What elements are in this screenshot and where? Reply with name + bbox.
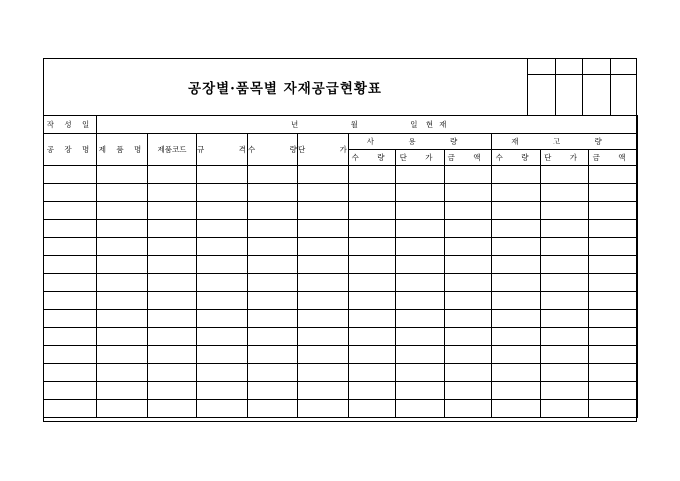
table-cell[interactable]: [148, 256, 197, 274]
table-cell[interactable]: [541, 364, 589, 382]
table-cell[interactable]: [541, 292, 589, 310]
table-cell[interactable]: [97, 202, 148, 220]
date-status: 현재: [425, 120, 453, 129]
table-cell[interactable]: [349, 166, 396, 184]
header-row-1: [44, 134, 638, 150]
approval-cell[interactable]: [527, 58, 555, 75]
table-cell[interactable]: [445, 364, 492, 382]
table-cell[interactable]: [445, 400, 492, 418]
table-cell[interactable]: [445, 310, 492, 328]
table-cell[interactable]: [541, 328, 589, 346]
table-cell[interactable]: [44, 346, 97, 364]
table-cell[interactable]: [44, 274, 97, 292]
table-cell[interactable]: [589, 202, 638, 220]
table-cell[interactable]: [492, 202, 541, 220]
approval-cell[interactable]: [582, 58, 610, 75]
approval-cell[interactable]: [582, 75, 610, 115]
table-cell[interactable]: [396, 274, 445, 292]
table-cell[interactable]: [248, 220, 298, 238]
table-row: [44, 400, 638, 418]
table-cell[interactable]: [248, 274, 298, 292]
table-cell[interactable]: [148, 346, 197, 364]
date-day: 일: [410, 120, 418, 129]
table-cell[interactable]: [492, 364, 541, 382]
table-cell[interactable]: [589, 346, 638, 364]
table-cell[interactable]: [589, 220, 638, 238]
table-cell[interactable]: [97, 238, 148, 256]
table-cell[interactable]: [197, 310, 248, 328]
table-cell[interactable]: [197, 292, 248, 310]
header-stock-qty: 수 량: [492, 150, 541, 166]
table-row: [44, 382, 638, 400]
table-cell[interactable]: [298, 220, 349, 238]
table-cell[interactable]: [589, 292, 638, 310]
table-cell[interactable]: [492, 328, 541, 346]
table-cell[interactable]: [541, 184, 589, 202]
table-cell[interactable]: [248, 364, 298, 382]
table-cell[interactable]: [396, 364, 445, 382]
table-cell[interactable]: [541, 346, 589, 364]
table-cell[interactable]: [248, 346, 298, 364]
table-cell[interactable]: [541, 274, 589, 292]
table-cell[interactable]: [541, 166, 589, 184]
table-cell[interactable]: [541, 256, 589, 274]
table-cell[interactable]: [396, 346, 445, 364]
table-cell[interactable]: [298, 274, 349, 292]
table-cell[interactable]: [298, 184, 349, 202]
header-product: 제 품 명: [97, 134, 148, 166]
table-cell[interactable]: [298, 202, 349, 220]
table-cell[interactable]: [492, 256, 541, 274]
table-cell[interactable]: [97, 274, 148, 292]
date-field[interactable]: [97, 116, 638, 134]
table-cell[interactable]: [589, 400, 638, 418]
table-cell[interactable]: [589, 238, 638, 256]
approval-box: [527, 58, 637, 115]
header-usage-group: 사 용 량: [349, 134, 492, 150]
table-cell[interactable]: [445, 220, 492, 238]
supply-table: [43, 115, 638, 418]
table-cell[interactable]: [396, 310, 445, 328]
table-cell[interactable]: [197, 328, 248, 346]
table-cell[interactable]: [97, 310, 148, 328]
header-usage-price: 단 가: [396, 150, 445, 166]
table-cell[interactable]: [248, 292, 298, 310]
table-cell[interactable]: [396, 400, 445, 418]
table-cell[interactable]: [492, 292, 541, 310]
header-factory: 공 장 명: [44, 134, 97, 166]
table-cell[interactable]: [396, 238, 445, 256]
table-cell[interactable]: [148, 184, 197, 202]
table-cell[interactable]: [492, 166, 541, 184]
table-cell[interactable]: [298, 166, 349, 184]
table-cell[interactable]: [197, 166, 248, 184]
header-stock-price: 단 가: [541, 150, 589, 166]
table-cell[interactable]: [589, 166, 638, 184]
table-cell[interactable]: [492, 220, 541, 238]
table-cell[interactable]: [148, 166, 197, 184]
table-cell[interactable]: [44, 202, 97, 220]
table-cell[interactable]: [589, 364, 638, 382]
table-cell[interactable]: [44, 364, 97, 382]
table-cell[interactable]: [396, 292, 445, 310]
table-cell[interactable]: [197, 346, 248, 364]
approval-cell[interactable]: [555, 75, 583, 115]
table-cell[interactable]: [248, 310, 298, 328]
table-cell[interactable]: [589, 256, 638, 274]
table-cell[interactable]: [148, 202, 197, 220]
table-cell[interactable]: [148, 274, 197, 292]
table-row: [44, 292, 638, 310]
table-cell[interactable]: [148, 400, 197, 418]
table-cell[interactable]: [148, 292, 197, 310]
table-cell[interactable]: [396, 202, 445, 220]
date-row: [44, 116, 638, 134]
table-cell[interactable]: [589, 328, 638, 346]
table-row: [44, 184, 638, 202]
table-cell[interactable]: [349, 346, 396, 364]
table-cell[interactable]: [349, 364, 396, 382]
table-cell[interactable]: [44, 382, 97, 400]
table-cell[interactable]: [248, 238, 298, 256]
header-usage-amount: 금 액: [445, 150, 492, 166]
table-cell[interactable]: [248, 328, 298, 346]
date-year: 년: [291, 120, 299, 129]
header-unit-price: 단 가: [298, 134, 349, 166]
table-cell[interactable]: [445, 382, 492, 400]
table-cell[interactable]: [97, 220, 148, 238]
approval-cell[interactable]: [555, 58, 583, 75]
table-cell[interactable]: [396, 328, 445, 346]
table-cell[interactable]: [541, 310, 589, 328]
table-cell[interactable]: [97, 166, 148, 184]
table-cell[interactable]: [298, 328, 349, 346]
table-cell[interactable]: [492, 310, 541, 328]
table-cell[interactable]: [445, 166, 492, 184]
table-cell[interactable]: [97, 292, 148, 310]
table-cell[interactable]: [148, 310, 197, 328]
table-cell[interactable]: [349, 310, 396, 328]
table-cell[interactable]: [298, 292, 349, 310]
table-cell[interactable]: [197, 238, 248, 256]
table-cell[interactable]: [445, 292, 492, 310]
table-cell[interactable]: [445, 184, 492, 202]
table-cell[interactable]: [589, 382, 638, 400]
table-cell[interactable]: [349, 328, 396, 346]
header-stock-amount: 금 액: [589, 150, 638, 166]
table-cell[interactable]: [298, 382, 349, 400]
header-usage-qty: 수 량: [349, 150, 396, 166]
table-cell[interactable]: [349, 400, 396, 418]
table-cell[interactable]: [197, 220, 248, 238]
table-cell[interactable]: [148, 220, 197, 238]
table-row: [44, 220, 638, 238]
table-cell[interactable]: [492, 382, 541, 400]
table-cell[interactable]: [197, 184, 248, 202]
table-cell[interactable]: [541, 202, 589, 220]
table-cell[interactable]: [248, 382, 298, 400]
table-cell[interactable]: [349, 220, 396, 238]
table-row: [44, 202, 638, 220]
table-cell[interactable]: [248, 256, 298, 274]
table-cell[interactable]: [97, 364, 148, 382]
table-cell[interactable]: [445, 202, 492, 220]
table-cell[interactable]: [44, 328, 97, 346]
table-row: [44, 256, 638, 274]
table-row: [44, 166, 638, 184]
table-cell[interactable]: [248, 184, 298, 202]
table-cell[interactable]: [349, 256, 396, 274]
table-cell[interactable]: [148, 328, 197, 346]
table-cell[interactable]: [349, 382, 396, 400]
table-cell[interactable]: [97, 382, 148, 400]
table-row: [44, 238, 638, 256]
table-cell[interactable]: [396, 166, 445, 184]
table-cell[interactable]: [197, 256, 248, 274]
table-cell[interactable]: [97, 346, 148, 364]
table-cell[interactable]: [97, 256, 148, 274]
table-row: [44, 346, 638, 364]
data-rows: [44, 166, 638, 418]
table-cell[interactable]: [97, 400, 148, 418]
table-cell[interactable]: [445, 346, 492, 364]
table-cell[interactable]: [44, 166, 97, 184]
date-month: 월: [350, 120, 358, 129]
table-cell[interactable]: [445, 328, 492, 346]
approval-cell[interactable]: [610, 75, 638, 115]
table-cell[interactable]: [197, 274, 248, 292]
table-cell[interactable]: [44, 220, 97, 238]
table-cell[interactable]: [97, 184, 148, 202]
table-cell[interactable]: [396, 184, 445, 202]
table-cell[interactable]: [298, 256, 349, 274]
table-cell[interactable]: [298, 364, 349, 382]
table-cell[interactable]: [197, 382, 248, 400]
header-code: 제품코드: [148, 134, 197, 166]
table-cell[interactable]: [44, 238, 97, 256]
table-cell[interactable]: [349, 202, 396, 220]
table-cell[interactable]: [541, 400, 589, 418]
table-cell[interactable]: [589, 310, 638, 328]
table-cell[interactable]: [44, 292, 97, 310]
table-cell[interactable]: [445, 256, 492, 274]
table-cell[interactable]: [396, 256, 445, 274]
table-cell[interactable]: [492, 238, 541, 256]
table-cell[interactable]: [44, 256, 97, 274]
table-cell[interactable]: [492, 274, 541, 292]
approval-cell[interactable]: [527, 75, 555, 115]
table-cell[interactable]: [44, 184, 97, 202]
table-cell[interactable]: [44, 310, 97, 328]
table-cell[interactable]: [248, 400, 298, 418]
table-cell[interactable]: [349, 184, 396, 202]
table-cell[interactable]: [298, 400, 349, 418]
header-stock-group: 재 고 량: [492, 134, 638, 150]
table-row: [44, 364, 638, 382]
table-cell[interactable]: [44, 400, 97, 418]
table-cell[interactable]: [148, 364, 197, 382]
date-label: 작 성 일: [44, 116, 97, 134]
table-cell[interactable]: [97, 328, 148, 346]
approval-cell[interactable]: [610, 58, 638, 75]
table-cell[interactable]: [396, 382, 445, 400]
table-cell[interactable]: [298, 238, 349, 256]
table-cell[interactable]: [589, 274, 638, 292]
table-cell[interactable]: [349, 238, 396, 256]
form-title: 공장별·품목별 자재공급현황표: [188, 80, 382, 97]
table-cell[interactable]: [197, 202, 248, 220]
table-cell[interactable]: [492, 184, 541, 202]
table-cell[interactable]: [248, 202, 298, 220]
table-cell[interactable]: [492, 346, 541, 364]
table-row: [44, 328, 638, 346]
table-row: [44, 310, 638, 328]
table-cell[interactable]: [492, 400, 541, 418]
table-cell[interactable]: [541, 382, 589, 400]
table-cell[interactable]: [148, 382, 197, 400]
table-cell[interactable]: [445, 274, 492, 292]
table-cell[interactable]: [349, 274, 396, 292]
table-cell[interactable]: [148, 238, 197, 256]
header-quantity: 수 량: [248, 134, 298, 166]
table-cell[interactable]: [396, 220, 445, 238]
table-cell[interactable]: [349, 292, 396, 310]
table-cell[interactable]: [298, 310, 349, 328]
header-spec: 규 격: [197, 134, 248, 166]
table-cell[interactable]: [445, 238, 492, 256]
table-cell[interactable]: [298, 346, 349, 364]
table-cell[interactable]: [541, 220, 589, 238]
table-cell[interactable]: [197, 364, 248, 382]
table-cell[interactable]: [541, 238, 589, 256]
table-cell[interactable]: [197, 400, 248, 418]
table-cell[interactable]: [248, 166, 298, 184]
table-row: [44, 274, 638, 292]
table-cell[interactable]: [589, 184, 638, 202]
